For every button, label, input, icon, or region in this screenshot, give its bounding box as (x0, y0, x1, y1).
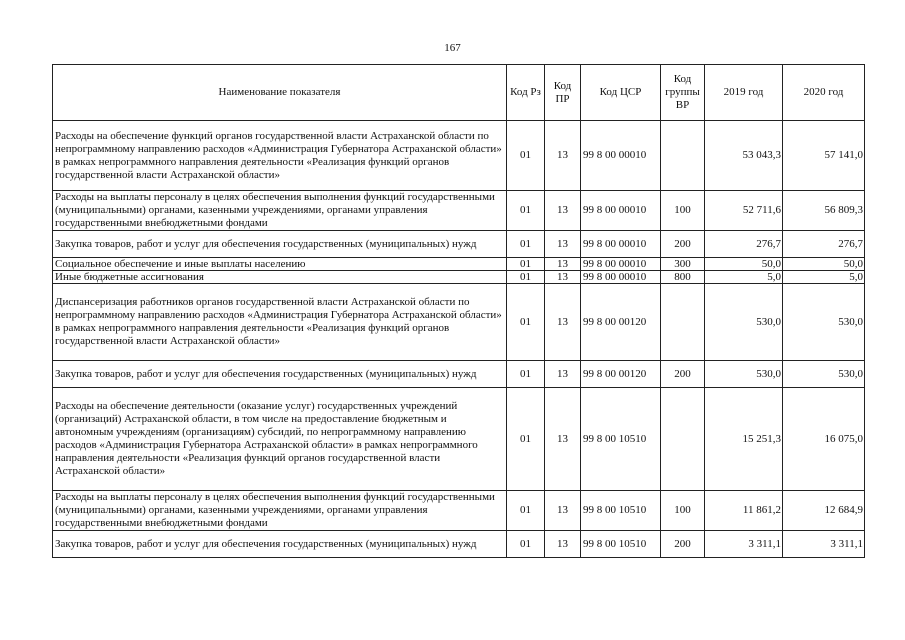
cell-2019: 15 251,3 (705, 388, 783, 491)
cell-2020: 530,0 (783, 361, 865, 388)
cell-rz: 01 (507, 121, 545, 191)
cell-rz: 01 (507, 258, 545, 271)
table-row (53, 388, 865, 491)
cell-name: Закупка товаров, работ и услуг для обеспечения государственных (муниципальных) нужд (53, 531, 507, 558)
cell-vr: 800 (661, 271, 705, 284)
cell-csr: 99 8 00 00010 (581, 258, 661, 271)
cell-pr: 13 (545, 361, 581, 388)
header-pr: Код ПР (545, 65, 581, 121)
cell-vr: 200 (661, 361, 705, 388)
cell-name: Социальное обеспечение и иные выплаты населению (53, 258, 507, 271)
cell-rz: 01 (507, 191, 545, 231)
table-row (53, 121, 865, 191)
cell-name: Закупка товаров, работ и услуг для обеспечения государственных (муниципальных) нужд (53, 231, 507, 258)
cell-rz: 01 (507, 231, 545, 258)
cell-rz: 01 (507, 284, 545, 361)
cell-rz: 01 (507, 271, 545, 284)
cell-name: Закупка товаров, работ и услуг для обеспечения государственных (муниципальных) нужд (53, 361, 507, 388)
cell-2020: 276,7 (783, 231, 865, 258)
cell-csr: 99 8 00 00010 (581, 231, 661, 258)
cell-rz: 01 (507, 361, 545, 388)
cell-pr: 13 (545, 491, 581, 531)
cell-2020: 3 311,1 (783, 531, 865, 558)
page-number: 167 (444, 42, 461, 54)
cell-name: Расходы на обеспечение деятельности (оказание услуг) государственных учреждений (организаций) Астраханской области, в том числе на предоставление бюджетным и автономным учреждениям (организациям) субсидий, по непрограммному направлению расходов «Администрация Губернатора Астраханской области» в рамках непрограммного направления деятельности «Реализация функций органов государственной власти Астраханской области» (53, 388, 507, 491)
header-2020: 2020 год (783, 65, 865, 121)
cell-csr: 99 8 00 00120 (581, 284, 661, 361)
table-row (53, 271, 865, 284)
cell-csr: 99 8 00 00010 (581, 271, 661, 284)
cell-rz: 01 (507, 531, 545, 558)
cell-rz: 01 (507, 491, 545, 531)
cell-2019: 11 861,2 (705, 491, 783, 531)
cell-2020: 56 809,3 (783, 191, 865, 231)
cell-name: Расходы на выплаты персоналу в целях обеспечения выполнения функций государственными (муниципальными) органами, казенными учреждениями, органами управления государственными внебюджетными фондами (53, 491, 507, 531)
header-2019: 2019 год (705, 65, 783, 121)
table-row (53, 231, 865, 258)
cell-pr: 13 (545, 531, 581, 558)
table-row (53, 531, 865, 558)
cell-2019: 276,7 (705, 231, 783, 258)
cell-2019: 50,0 (705, 258, 783, 271)
cell-2019: 530,0 (705, 284, 783, 361)
table-row (53, 361, 865, 388)
cell-pr: 13 (545, 121, 581, 191)
cell-pr: 13 (545, 231, 581, 258)
cell-2019: 53 043,3 (705, 121, 783, 191)
cell-2020: 530,0 (783, 284, 865, 361)
table-row (53, 284, 865, 361)
cell-csr: 99 8 00 00010 (581, 191, 661, 231)
cell-2019: 5,0 (705, 271, 783, 284)
cell-2019: 530,0 (705, 361, 783, 388)
header-vr: Код группы ВР (661, 65, 705, 121)
cell-vr (661, 388, 705, 491)
cell-2020: 50,0 (783, 258, 865, 271)
cell-name: Иные бюджетные ассигнования (53, 271, 507, 284)
table-row (53, 258, 865, 271)
cell-csr: 99 8 00 00120 (581, 361, 661, 388)
cell-vr: 200 (661, 531, 705, 558)
cell-2020: 12 684,9 (783, 491, 865, 531)
table-row (53, 191, 865, 231)
cell-rz: 01 (507, 388, 545, 491)
cell-2020: 57 141,0 (783, 121, 865, 191)
table-header-row (53, 65, 865, 121)
cell-pr: 13 (545, 284, 581, 361)
header-rz: Код Рз (507, 65, 545, 121)
cell-2019: 52 711,6 (705, 191, 783, 231)
cell-vr (661, 284, 705, 361)
cell-name: Диспансеризация работников органов государственной власти Астраханской области по непрограммному направлению расходов «Администрация Губернатора Астраханской области» в рамках непрограммного направления деятельности «Реализация функций органов государственной власти Астраханской области» (53, 284, 507, 361)
cell-2020: 16 075,0 (783, 388, 865, 491)
cell-csr: 99 8 00 10510 (581, 491, 661, 531)
header-csr: Код ЦСР (581, 65, 661, 121)
cell-2020: 5,0 (783, 271, 865, 284)
cell-pr: 13 (545, 271, 581, 284)
cell-vr: 100 (661, 491, 705, 531)
cell-name: Расходы на обеспечение функций органов государственной власти Астраханской области по непрограммному направлению расходов «Администрация Губернатора Астраханской области» в рамках непрограммного направления деятельности «Реализация функций органов государственной власти Астраханской области» (53, 121, 507, 191)
cell-vr: 200 (661, 231, 705, 258)
cell-2019: 3 311,1 (705, 531, 783, 558)
cell-csr: 99 8 00 10510 (581, 388, 661, 491)
table-row (53, 491, 865, 531)
cell-vr (661, 121, 705, 191)
cell-csr: 99 8 00 10510 (581, 531, 661, 558)
cell-pr: 13 (545, 258, 581, 271)
budget-table (52, 64, 865, 558)
cell-pr: 13 (545, 388, 581, 491)
cell-vr: 300 (661, 258, 705, 271)
cell-csr: 99 8 00 00010 (581, 121, 661, 191)
cell-vr: 100 (661, 191, 705, 231)
cell-pr: 13 (545, 191, 581, 231)
header-name: Наименование показателя (53, 65, 507, 121)
cell-name: Расходы на выплаты персоналу в целях обеспечения выполнения функций государственными (муниципальными) органами, казенными учреждениями, органами управления государственными внебюджетными фондами (53, 191, 507, 231)
